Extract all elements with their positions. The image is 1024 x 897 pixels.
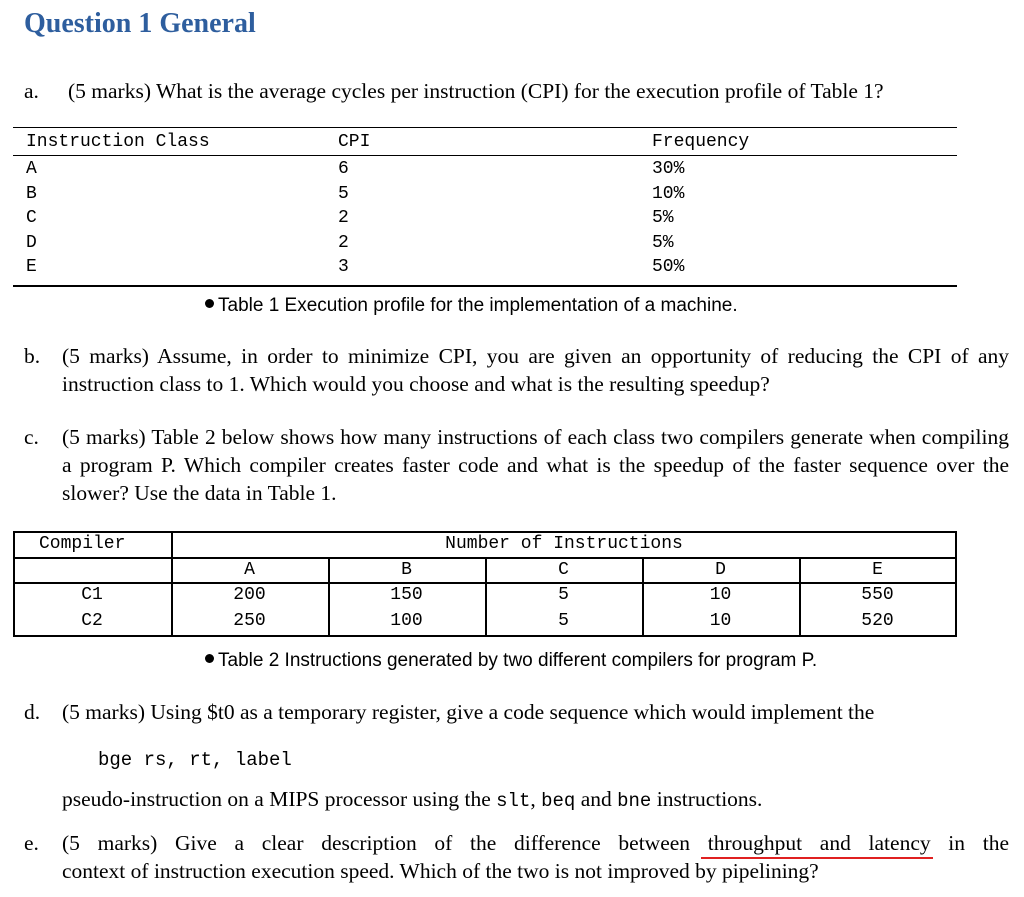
question-c-label: c. [24,425,39,449]
table2-caption [205,650,817,672]
table1-cell-class: C [26,208,37,228]
table1-cell-frequency: 50% [652,257,685,277]
table2-class-header: A [244,560,255,580]
question-d-sep-1: , [530,787,542,811]
table2-class-header: B [401,560,412,580]
question-e-line-2: context of instruction execution speed. Which of the two is not improved by pipelining? [62,859,819,883]
table2-caption-text: Table 2 Instructions generated by two different compilers for program P. [218,650,818,671]
table2-value-cell: 150 [390,585,423,605]
table2-header-compiler: Compiler [39,534,126,554]
table2-class-header: D [715,560,726,580]
code-slt: slt [496,790,531,812]
question-d-after-2: instructions. [651,787,763,811]
table2-header-group: Number of Instructions [445,534,683,554]
question-d-continuation [62,787,762,812]
table2-value-cell: 100 [390,611,423,631]
table1-caption-text: Table 1 Execution profile for the implementation of a machine. [218,295,738,316]
table1-cell-class: B [26,183,37,204]
table1-cell-frequency: 5% [652,232,674,253]
question-c-text: (5 marks) Table 2 below shows how many instructions of each class two compilers generate when compiling a program P. Which compiler creates faster code and what is the speedup of the faster sequence over the slower? Use the data in Table 1. [62,425,1009,505]
question-e-label: e. [24,831,39,855]
code-beq: beq [541,790,576,812]
question-e-line-1: (5 marks) Give a clear description of the difference between throughput and latency in the [62,831,1009,855]
table-1 [13,127,957,287]
page-title: Question 1 General [24,8,256,39]
question-a-label: a. [24,79,39,103]
table2-value-cell: 520 [861,611,894,631]
question-d-sep-2: and [575,787,618,811]
table2-value-cell: 200 [233,585,266,605]
table2-compiler-cell: C2 [81,611,103,631]
question-b-label: b. [24,344,41,368]
table1-header-cpi: CPI [338,132,371,152]
table2-value-cell: 250 [233,611,266,631]
table2-class-header: E [872,560,883,580]
table1-cell-class: E [26,257,37,277]
table2-value-cell: 550 [861,585,894,605]
question-c [24,423,1009,513]
table2-value-cell: 10 [709,585,732,605]
table1-caption [205,295,738,317]
question-d-label: d. [24,700,41,724]
table2-value-cell: 10 [709,611,732,631]
table1-cell-cpi: 2 [338,232,349,253]
table2-value-cell: 5 [558,585,569,605]
table2-class-header: C [558,560,569,580]
table1-cell-cpi: 5 [338,183,349,204]
table1-header-class: Instruction Class [26,132,210,152]
question-b-text: (5 marks) Assume, in order to minimize CPI, you are given an opportunity of reducing the CPI of any instruction class to 1. Which would you choose and what is the resulting speedup? [62,344,1009,396]
table2-compiler-cell: C1 [81,585,103,605]
table1-cell-frequency: 5% [652,208,674,228]
code-bne: bne [617,790,652,812]
code-bge: bge rs, rt, label [98,749,292,771]
bullet-icon [205,299,214,308]
table2-value-cell: 5 [558,611,569,631]
table1-cell-cpi: 2 [338,208,349,228]
table1-cell-cpi: 6 [338,159,349,179]
table1-cell-class: D [26,232,37,253]
table1-header-frequency: Frequency [652,132,750,152]
question-d-text: (5 marks) Using $t0 as a temporary register, give a code sequence which would implement the [62,700,875,724]
spellcheck-underline [701,857,933,859]
bullet-icon [205,654,214,663]
table-2 [13,531,957,637]
table1-cell-frequency: 10% [652,183,685,204]
question-d-after-1: pseudo-instruction on a MIPS processor using the [62,787,497,811]
question-e [24,829,1009,889]
table1-cell-cpi: 3 [338,257,349,277]
table1-cell-class: A [26,159,37,179]
table1-cell-frequency: 30% [652,159,685,179]
question-b [24,342,1009,402]
question-a-text: (5 marks) What is the average cycles per instruction (CPI) for the execution profile of Table 1? [68,79,884,103]
